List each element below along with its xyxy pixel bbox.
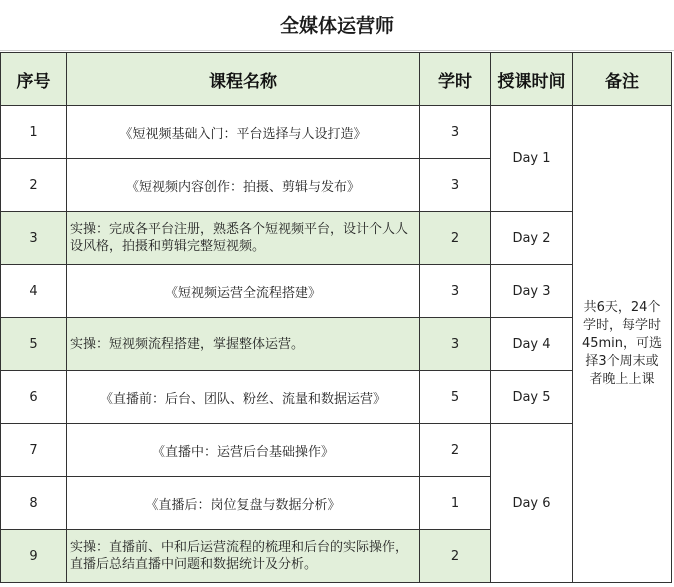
row-time-day3: Day 3 (491, 265, 573, 318)
header-no: 序号 (1, 53, 67, 106)
row-course: 《短视频基础入门：平台选择与人设打造》 (67, 106, 420, 159)
row-hours: 3 (420, 106, 491, 159)
row-time-day5: Day 5 (491, 371, 573, 424)
row-time-day4: Day 4 (491, 318, 573, 371)
notes-cell: 共6天，24个学时，每学时45min，可选择3个周末或者晚上上课 (573, 106, 672, 583)
header-notes: 备注 (573, 53, 672, 106)
row-course: 《短视频运营全流程搭建》 (67, 265, 420, 318)
header-hours: 学时 (420, 53, 491, 106)
header-time: 授课时间 (491, 53, 573, 106)
table-row (1, 318, 672, 371)
row-hours: 2 (420, 424, 491, 477)
row-course: 《短视频内容创作：拍摄、剪辑与发布》 (67, 159, 420, 212)
header-course: 课程名称 (67, 53, 420, 106)
row-no: 1 (1, 106, 67, 159)
table-row (1, 212, 672, 265)
row-time-day1: Day 1 (491, 106, 573, 212)
row-no: 6 (1, 371, 67, 424)
row-hours: 5 (420, 371, 491, 424)
title-divider (0, 50, 674, 51)
row-time-day2: Day 2 (491, 212, 573, 265)
row-hours: 1 (420, 477, 491, 530)
row-no: 9 (1, 530, 67, 583)
row-hours: 3 (420, 159, 491, 212)
table-row (1, 106, 672, 159)
row-hours: 2 (420, 530, 491, 583)
row-course: 实操：直播前、中和后运营流程的梳理和后台的实际操作，直播后总结直播中问题和数据统计及分析。 (67, 530, 420, 583)
row-course: 《直播中：运营后台基础操作》 (67, 424, 420, 477)
row-no: 5 (1, 318, 67, 371)
table-row (1, 371, 672, 424)
row-course: 《直播后：岗位复盘与数据分析》 (67, 477, 420, 530)
row-course: 《直播前：后台、团队、粉丝、流量和数据运营》 (67, 371, 420, 424)
row-hours: 2 (420, 212, 491, 265)
row-course: 实操：完成各平台注册，熟悉各个短视频平台，设计个人人设风格，拍摄和剪辑完整短视频。 (67, 212, 420, 265)
row-no: 2 (1, 159, 67, 212)
row-hours: 3 (420, 318, 491, 371)
course-table (0, 52, 672, 583)
row-course: 实操：短视频流程搭建，掌握整体运营。 (67, 318, 420, 371)
page-title: 全媒体运营师 (279, 15, 394, 37)
table-row (1, 424, 672, 477)
row-no: 7 (1, 424, 67, 477)
row-no: 8 (1, 477, 67, 530)
row-hours: 3 (420, 265, 491, 318)
header-row (1, 53, 672, 106)
table-row (1, 265, 672, 318)
row-no: 4 (1, 265, 67, 318)
row-time-day6: Day 6 (491, 424, 573, 583)
row-no: 3 (1, 212, 67, 265)
